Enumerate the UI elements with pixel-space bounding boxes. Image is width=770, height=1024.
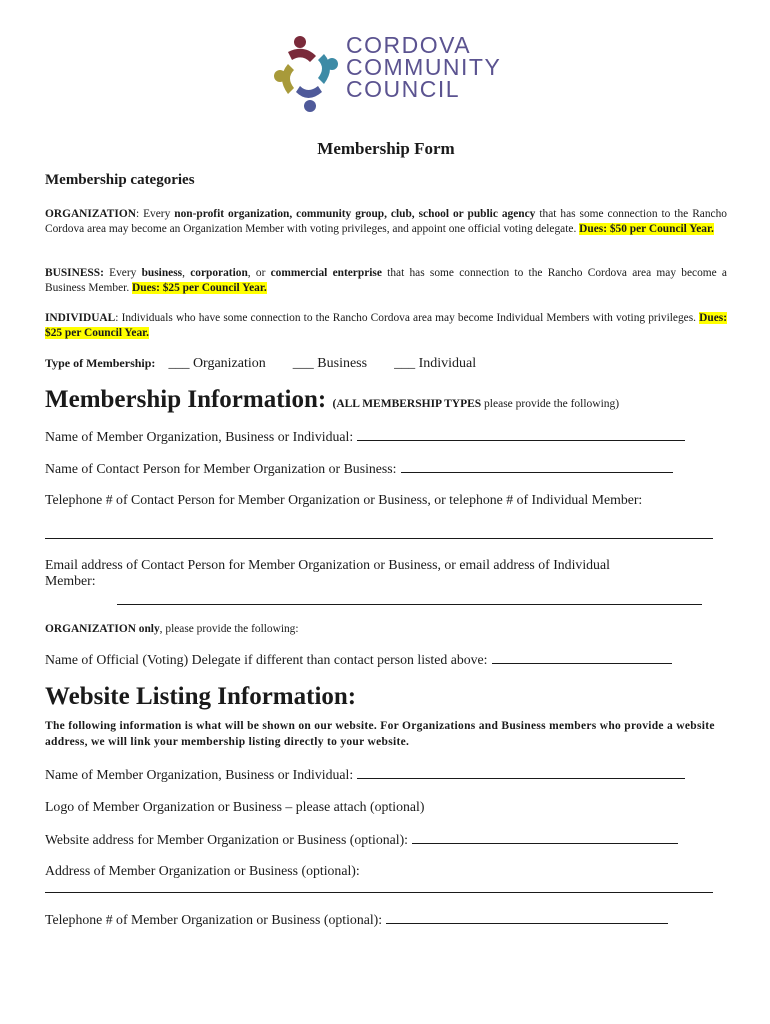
org-only-rest: , please provide the following: — [159, 623, 299, 635]
business-dues: Dues: $25 per Council Year. — [132, 282, 267, 294]
category-individual — [45, 311, 727, 341]
logo-wordmark — [346, 34, 501, 100]
web-telephone-field[interactable] — [45, 911, 668, 928]
membership-info-note-rest: please provide the following) — [481, 398, 620, 410]
org-text-pre: : Every — [135, 208, 175, 220]
web-address-label: Address of Member Organization or Business (optional): — [45, 863, 360, 878]
membership-type-business[interactable]: ___ Business — [292, 356, 368, 371]
web-website-input[interactable] — [412, 831, 678, 844]
org-only-note — [45, 623, 299, 635]
business-bold-3: commercial enterprise — [270, 267, 382, 279]
delegate-label: Name of Official (Voting) Delegate if different than contact person listed above: — [45, 652, 488, 667]
business-bold-1: business — [141, 267, 183, 279]
member-name-label: Name of Member Organization, Business or Individual: — [45, 429, 354, 444]
org-label: ORGANIZATION — [45, 208, 136, 220]
delegate-input[interactable] — [492, 651, 672, 664]
individual-dues: Dues: $25 per Council Year. — [45, 312, 727, 339]
org-text-post: that has some connection to the Rancho Cordova area may become an Organization Member with voting privileges, and appoint one official voting delegate. — [45, 208, 727, 235]
logo-line-3: COUNCIL — [346, 76, 461, 102]
email-field-label-1: Email address of Contact Person for Member Organization or Business, or email address of Individual — [45, 557, 610, 572]
web-member-name-field[interactable] — [45, 766, 685, 783]
business-mid-2: , or — [247, 267, 271, 279]
org-dues: Dues: $50 per Council Year. — [579, 223, 714, 235]
web-address-input[interactable] — [45, 891, 713, 893]
form-title: Membership Form — [317, 139, 455, 158]
web-telephone-label: Telephone # of Member Organization or Business (optional): — [45, 912, 383, 927]
business-bold-2: corporation — [190, 267, 248, 279]
web-website-field[interactable] — [45, 831, 678, 848]
logo-line-1: CORDOVA — [346, 32, 472, 58]
web-member-name-input[interactable] — [357, 766, 685, 779]
web-logo-label: Logo of Member Organization or Business – please attach (optional) — [45, 799, 425, 814]
individual-label: INDIVIDUAL — [45, 312, 116, 324]
contact-person-field[interactable] — [45, 460, 673, 477]
delegate-field[interactable] — [45, 651, 672, 668]
org-types: non-profit organization, community group, club, school or public agency — [174, 208, 536, 220]
category-business — [45, 266, 727, 296]
website-info-note: The following information is what will be shown on our website. For Organizations and Business members who provide a website address, we will link your membership listing directly to your website. — [45, 720, 715, 748]
contact-person-input[interactable] — [401, 460, 673, 473]
email-field-label-2: Member: — [45, 573, 96, 588]
category-organization — [45, 207, 727, 237]
member-name-field[interactable] — [45, 428, 685, 445]
categories-heading: Membership categories — [45, 172, 195, 188]
business-label: BUSINESS: — [45, 267, 104, 279]
logo-line-2: COMMUNITY — [346, 54, 502, 80]
telephone-input[interactable] — [45, 537, 713, 539]
member-name-input[interactable] — [357, 428, 685, 441]
membership-type-individual[interactable]: ___ Individual — [394, 356, 477, 371]
council-logo — [270, 30, 502, 118]
business-mid-1: , — [182, 267, 191, 279]
org-only-bold: ORGANIZATION only — [45, 623, 160, 635]
business-pre: Every — [103, 267, 142, 279]
web-website-label: Website address for Member Organization or Business (optional): — [45, 832, 409, 847]
contact-person-label: Name of Contact Person for Member Organization or Business: — [45, 461, 397, 476]
membership-type-organization[interactable]: ___ Organization — [168, 356, 266, 371]
website-info-heading: Website Listing Information: — [45, 683, 357, 710]
membership-type-row — [45, 356, 500, 372]
web-telephone-input[interactable] — [386, 911, 668, 924]
membership-info-title: Membership Information: — [45, 386, 327, 413]
individual-post: : Individuals who have some connection to the Rancho Cordova area may become Individual Members with voting privileges. — [115, 312, 700, 324]
business-post: that has some connection to the Rancho Cordova area may become a Business Member. — [45, 267, 727, 294]
membership-info-note-bold: (ALL MEMBERSHIP TYPES — [332, 398, 482, 410]
email-input[interactable] — [117, 603, 702, 605]
membership-info-note — [332, 398, 619, 410]
membership-info-heading — [45, 386, 619, 414]
web-member-name-label: Name of Member Organization, Business or Individual: — [45, 767, 354, 782]
council-logo-icon — [270, 34, 342, 114]
telephone-field-label: Telephone # of Contact Person for Member Organization or Business, or telephone # of Individual Member: — [45, 492, 643, 507]
membership-type-label: Type of Membership: — [45, 356, 156, 370]
